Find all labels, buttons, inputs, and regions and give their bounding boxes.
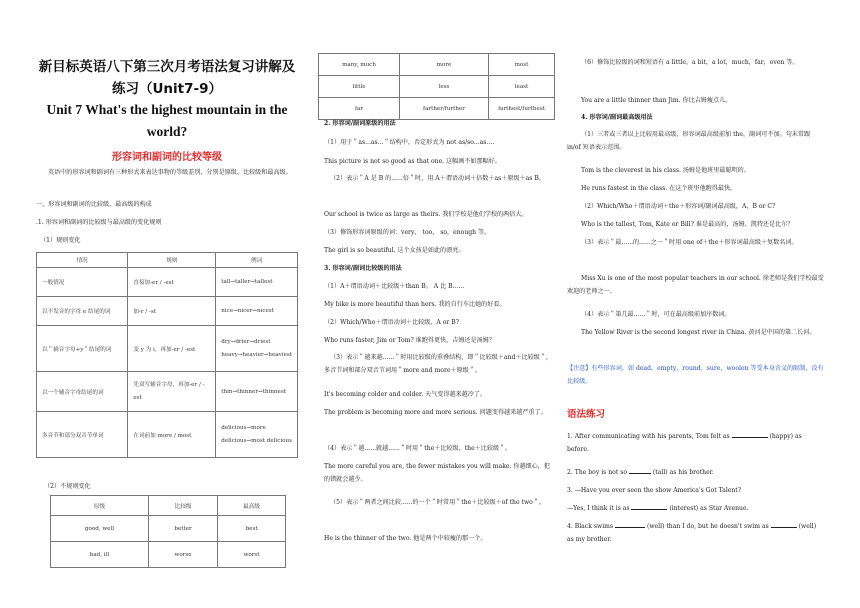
table-row: 以一个辅音字母结尾的词 先双写辅音字母，再加-er / -est thin→thinner→thinnest: [37, 372, 298, 412]
question-3: 3. —Have you ever seen the show America's Got Talent?: [567, 487, 742, 494]
section-heading: 一、形容词和副词的比较级、最高级的构成: [36, 201, 152, 208]
answer-blank[interactable]: [771, 521, 797, 528]
paragraph: （3）表示＂越来越......＂时用比较级的重叠结构，即＂比较级＋and＋比较级＂，多音节词和部分双音节词用＂more and more＋原级＂。: [324, 354, 552, 375]
note-paragraph: 【注意】有些形容词，如 dead，empty，round，sure，woolen 等受本身含义的限制，没有比较级。: [567, 365, 824, 386]
irregular-label: （2）不规则变化: [44, 483, 91, 490]
table-row: good, well better best: [51, 516, 286, 542]
section-subtitle: 形容词和副词的比较等级: [112, 152, 222, 163]
table-header: 例词: [216, 253, 298, 268]
example-sentence: The problem is becoming more and more serious. 问题变得越来越严重了。: [324, 409, 547, 416]
answer-blank[interactable]: [732, 431, 768, 438]
rule-table: [36, 252, 298, 458]
question-3-answer: —Yes, I think it is as (interest) as Star Avenue.: [567, 505, 749, 512]
paragraph: （5）表示＂两者之间比较......的一个＂时常用＂the＋比较级＋of the two＂。: [330, 499, 546, 506]
table-row: 以＂辅音字母+y＂结尾的词 变 y 为 i，再加-er / -est dry→drier→driest heavy→heavier→heaviest: [37, 326, 298, 372]
example-sentence: The girl is so beautiful. 这个女孩是如此的漂亮。: [324, 247, 465, 254]
answer-blank[interactable]: [615, 521, 645, 528]
example-sentence: Miss Xu is one of the most popular teachers in our school. 徐老师是我们学校最受欢迎的老师之一。: [567, 275, 824, 296]
subsection-heading: .1. 形容词和副词的比较级与最高级的变化规则: [36, 219, 162, 226]
example-sentence: He runs fastest in the class. 在这个班里他跑得最快。: [581, 185, 737, 192]
table-row: many, much more most: [319, 54, 555, 76]
table-row: far farther/further farthest/furthest: [319, 98, 555, 120]
example-sentence: Who is the tallest, Tom, Kate or Bill? 谁是最高的，汤姆、凯特还是比尔？: [581, 221, 794, 228]
table-row: little less least: [319, 76, 555, 98]
example-sentence: Our school is twice as large as theirs. 我们学校是他们学校的两倍大。: [324, 211, 528, 218]
rule-label: （1）规则变化: [40, 237, 81, 244]
example-sentence: It's becoming colder and colder. 天气变得越来越冷了。: [324, 391, 487, 398]
example-sentence: You are a little thinner than Jim. 你比吉姆瘦点儿。: [581, 97, 732, 104]
section-heading: 2. 形容词/副词原级的用法: [324, 120, 396, 127]
question-1: 1. After communicating with his parents, Tom felt as (happy) as before.: [567, 433, 802, 454]
answer-blank[interactable]: [631, 503, 667, 510]
table-row: 以不发音的字母 e 结尾的词 加-r / -st nice→nicer→nicest: [37, 297, 298, 326]
example-sentence: The more careful you are, the fewer mistakes you will make. 你越细心，犯的错就会越少。: [324, 463, 550, 484]
example-sentence: The Yellow River is the second longest river in China. 黄河是中国的第二长河。: [581, 329, 816, 336]
paragraph: （2）表示＂A 是 B 的......倍＂时，用 A＋谓语动词＋倍数＋as＋原级＋as B。: [330, 175, 545, 182]
table-row: bad, ill worse worst: [51, 542, 286, 568]
section-heading: 4. 形容词/副词最高级用法: [581, 114, 653, 121]
question-4: 4. Black swims (well) than I do, but he doesn't swim as (well) as my brother.: [567, 523, 817, 544]
paragraph: （2）Which/Who＋谓语动词＋the＋形容词/副词最高级，A，B or C?: [581, 203, 776, 210]
section-heading: 3. 形容词/副词比较级的用法: [324, 265, 402, 272]
answer-blank[interactable]: [629, 467, 651, 474]
example-sentence: My bike is more beautiful than hers. 我的自行车比她的好看。: [324, 301, 506, 308]
paragraph: （1）A＋谓语动词＋比较级＋than B。 A 比 B......: [324, 283, 465, 290]
table-row: 多音节和部分双音节单词 在词前加 more / most delicious→more delicious→most delicious: [37, 412, 298, 458]
example-sentence: Who runs faster, Jim or Tom? 谁跑得更快，吉姆还是汤姆？: [324, 337, 495, 344]
question-2: 2. The boy is not so (tall) as his brother.: [567, 469, 714, 476]
unit-title: Unit 7 What's the highest mountain in the world?: [46, 102, 288, 139]
paragraph: （4）表示＂越......就越......＂时用＂the＋比较级，the＋比较级＂。: [324, 445, 512, 452]
paragraph: （2）Which/Who＋谓语动词＋比较级，A or B?: [324, 319, 459, 326]
table-row: 一般情况 直接加-er / -est tall→taller→tallest: [37, 268, 298, 297]
paragraph: （4）表示＂第几最......＂时，可在最高级前加序数词。: [581, 311, 731, 318]
paragraph: （1）用于＂as...as...＂结构中，否定形式为 not as/so...as....: [324, 139, 495, 146]
example-sentence: Tom is the cleverest in his class. 汤姆是他班里最聪明的。: [581, 167, 750, 174]
practice-title: 语法练习: [567, 409, 606, 420]
paragraph: （3）表示＂最......的......之一＂时用 one of＋the＋形容词最高级＋复数名词。: [581, 239, 798, 246]
document-title: 新目标英语八下第三次月考语法复习讲解及 练习（Unit7-9）: [38, 59, 296, 97]
intro-paragraph: 英语中的形容词和副词有三种形式来表达事物的等级差别，分别是原级、比较级和最高级。: [48, 169, 292, 176]
paragraph: （3）修饰形容词原级的词：very， too， so，enough 等。: [324, 229, 491, 236]
irregular-table-continued: [318, 53, 555, 120]
irregular-table: 原级 比较级 最高级 good, well better best bad, ill worse worst: [50, 495, 286, 568]
paragraph: （6）修饰比较级的词和短语有 a little，a bit，a lot，much，far，even 等。: [581, 59, 799, 66]
paragraph: （1）三者或三者以上比较用最高级，形容词最高级前加 the，副词可不加。句末常跟 in/of 短语表示范围。: [567, 131, 811, 152]
table-header: 规则: [128, 253, 216, 268]
example-sentence: This picture is not so good as that one. 这幅画不如那幅好。: [324, 158, 501, 165]
example-sentence: He is the thinner of the two. 他是两个中较瘦的那一个。: [324, 535, 487, 542]
table-header: 情况: [37, 253, 128, 268]
